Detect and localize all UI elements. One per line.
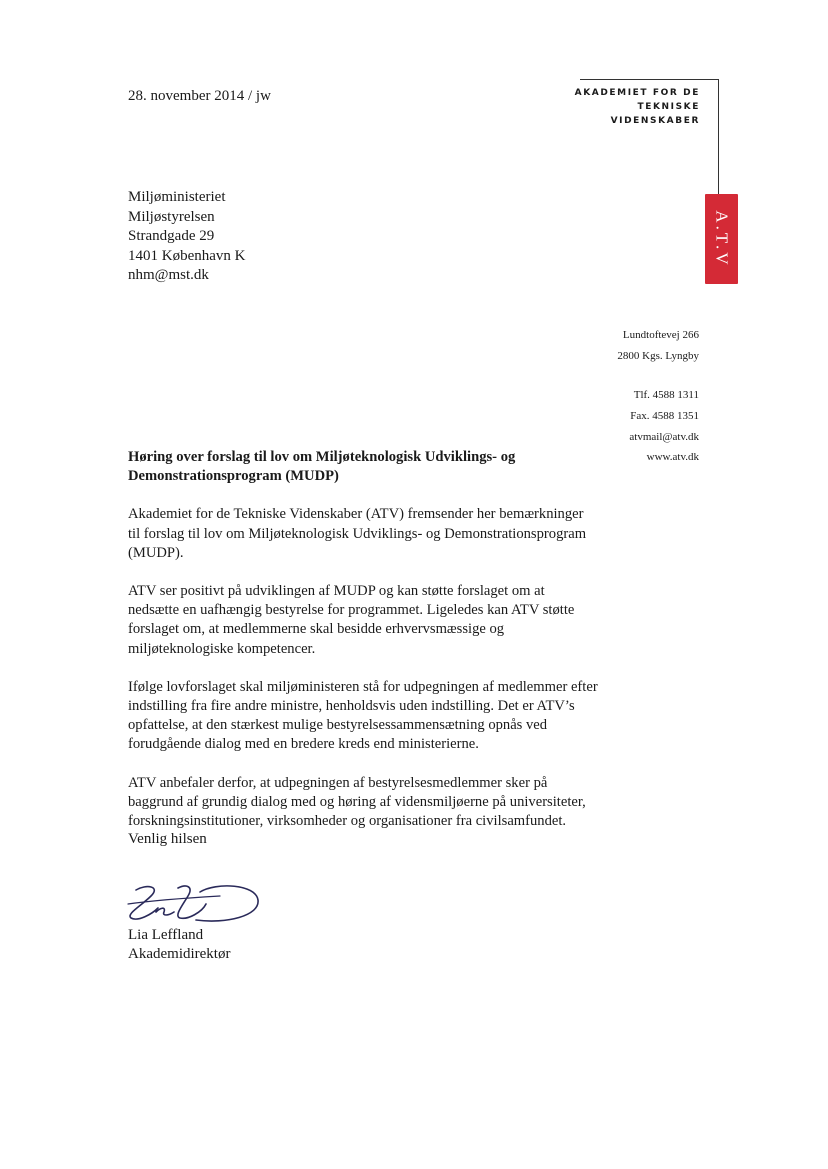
atv-logo — [705, 194, 738, 284]
body-paragraph: ATV anbefaler derfor, at udpegningen af bestyrelsesmedlemmer sker på baggrund af grundig dialog med og høring af vidensmiljøerne på universiteter, forskningsinstitutioner, virksomheder og organisationer fra civilsamfundet. — [128, 774, 586, 830]
logo-text: A.T.V — [712, 210, 732, 268]
sender-fax: Fax. 4588 1351 — [630, 410, 699, 422]
address-line: Miljøministeriet — [128, 189, 226, 205]
letter-body — [128, 448, 598, 850]
sender-street: Lundtoftevej 266 — [622, 329, 699, 341]
brand-line: AKADEMIET FOR DE — [574, 88, 700, 98]
recipient-address — [128, 188, 245, 286]
sender-city: 2800 Kgs. Lyngby — [617, 350, 699, 362]
signer-block — [128, 926, 230, 964]
address-line: nhm@mst.dk — [128, 267, 209, 283]
address-line: 1401 København K — [128, 247, 246, 264]
closing-greeting: Venlig hilsen — [128, 831, 207, 847]
address-line: Strandgade 29 — [128, 228, 215, 244]
signer-title: Akademidirektør — [128, 946, 231, 962]
letterhead-brand — [560, 86, 700, 128]
sender-phone: Tlf. 4588 1311 — [633, 389, 699, 401]
brand-line: VIDENSKABER — [610, 116, 700, 126]
signer-name: Lia Leffland — [128, 927, 204, 943]
body-paragraph: ATV ser positivt på udviklingen af MUDP og kan støtte forslaget om at nedsætte en uafhængig bestyrelse for programmet. Ligeledes kan ATV støtte forslaget om, at medlemmerne skal besidde erhvervsmæssige og miljøteknologiske kompetencer. — [128, 583, 575, 657]
sender-web: www.atv.dk — [646, 451, 699, 463]
handwritten-signature — [116, 876, 266, 931]
subject-heading: Høring over forslag til lov om Miljøteknologisk Udviklings- og Demonstrationsprogram (MUDP) — [128, 449, 516, 485]
body-paragraph: Akademiet for de Tekniske Videnskaber (ATV) fremsender her bemærkninger til forslag til lov om Miljøteknologisk Udviklings- og Demonstrationsprogram (MUDP). — [128, 506, 587, 561]
body-paragraph: Ifølge lovforslaget skal miljøministeren stå for udpegningen af medlemmer efter indstilling fra fire andre ministre, henholdsvis uden indstilling. Det er ATV’s opfattelse, at den stærkest mulige bestyrelsessammensætning opnås ved forudgående dialog med en bredere kreds end ministerierne. — [128, 678, 598, 753]
date-reference: 28. november 2014 / jw — [128, 88, 271, 104]
brand-line: TEKNISKE — [637, 102, 700, 112]
address-line: Miljøstyrelsen — [128, 208, 215, 225]
sender-email: atvmail@atv.dk — [629, 431, 699, 443]
letterhead-rule — [580, 79, 719, 80]
letterhead-vertical-rule — [718, 79, 719, 194]
